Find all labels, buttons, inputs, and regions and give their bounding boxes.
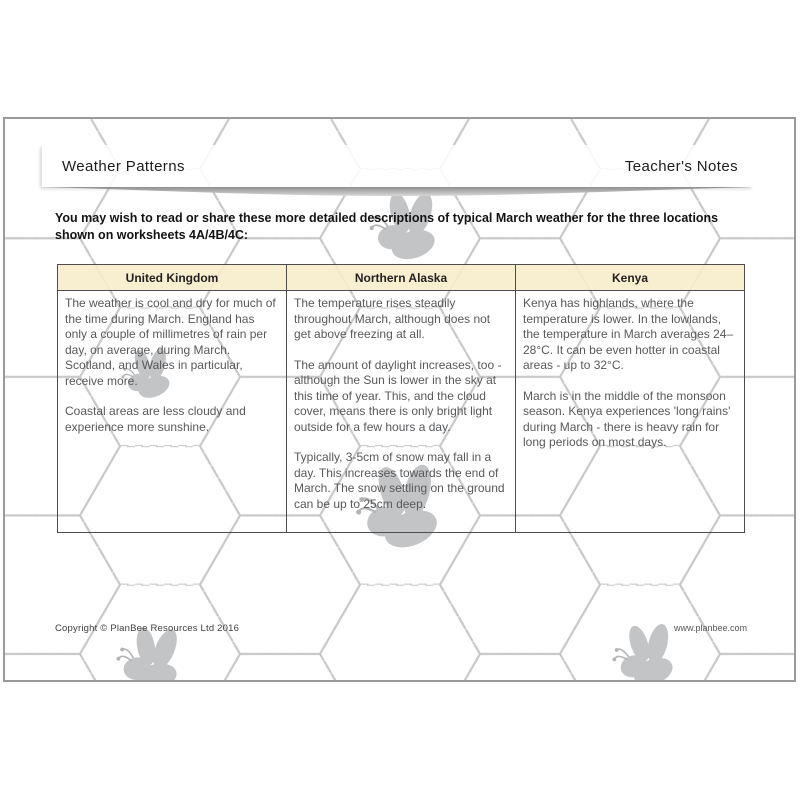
- paragraph: The amount of daylight increases, too - although the Sun is lower in the sky at this time of year. This, and the cloud cover, means there is only bright light outside for a few hours a day.: [294, 357, 502, 434]
- column-header-kenya: Kenya: [516, 265, 745, 291]
- page-title: Weather Patterns: [62, 157, 185, 175]
- column-header-united-kingdom: United Kingdom: [58, 265, 287, 291]
- title-band-shadow: [42, 187, 753, 197]
- paragraph: The weather is cool and dry for much of the time during March. England has only a couple of millimetres of rain per day, on average, during March. Scotland, and Wales in particular, receive more.: [65, 296, 276, 388]
- copyright-text: Copyright © PlanBee Resources Ltd 2016: [55, 623, 240, 634]
- paragraph: March is in the middle of the monsoon season. Kenya experiences 'long rains' during March - there is heavy rain for long periods on most days.: [523, 388, 731, 449]
- table-header-row: [58, 265, 745, 291]
- cell-united-kingdom: [58, 291, 287, 533]
- weather-table: [57, 264, 745, 533]
- paragraph: The temperature rises steadily throughout March, although does not get above freezing at all.: [294, 296, 491, 341]
- website-link[interactable]: www.planbee.com: [673, 623, 747, 633]
- title-band: [42, 145, 753, 187]
- paragraph: Typically, 3-5cm of snow may fall in a day. This increases towards the end of March. The snow settling on the ground can be up to 25cm deep.: [294, 450, 505, 511]
- paragraph: Coastal areas are less cloudy and experience more sunshine.: [65, 404, 246, 434]
- cell-northern-alaska: [287, 291, 516, 533]
- cell-kenya: [516, 291, 745, 533]
- table-body-row: [58, 291, 745, 533]
- page-subtitle: Teacher's Notes: [624, 157, 738, 175]
- document-page: [3, 117, 796, 682]
- page-footer: [55, 623, 747, 634]
- intro-text: You may wish to read or share these more detailed descriptions of typical March weather for the three locations shown on worksheets 4A/4B/4C:: [55, 211, 719, 242]
- column-header-northern-alaska: Northern Alaska: [287, 265, 516, 291]
- paragraph: Kenya has highlands, where the temperature is lower. In the lowlands, the temperature in March averages 24–28°C. It can be even hotter in coastal areas - up to 32°C.: [523, 296, 734, 372]
